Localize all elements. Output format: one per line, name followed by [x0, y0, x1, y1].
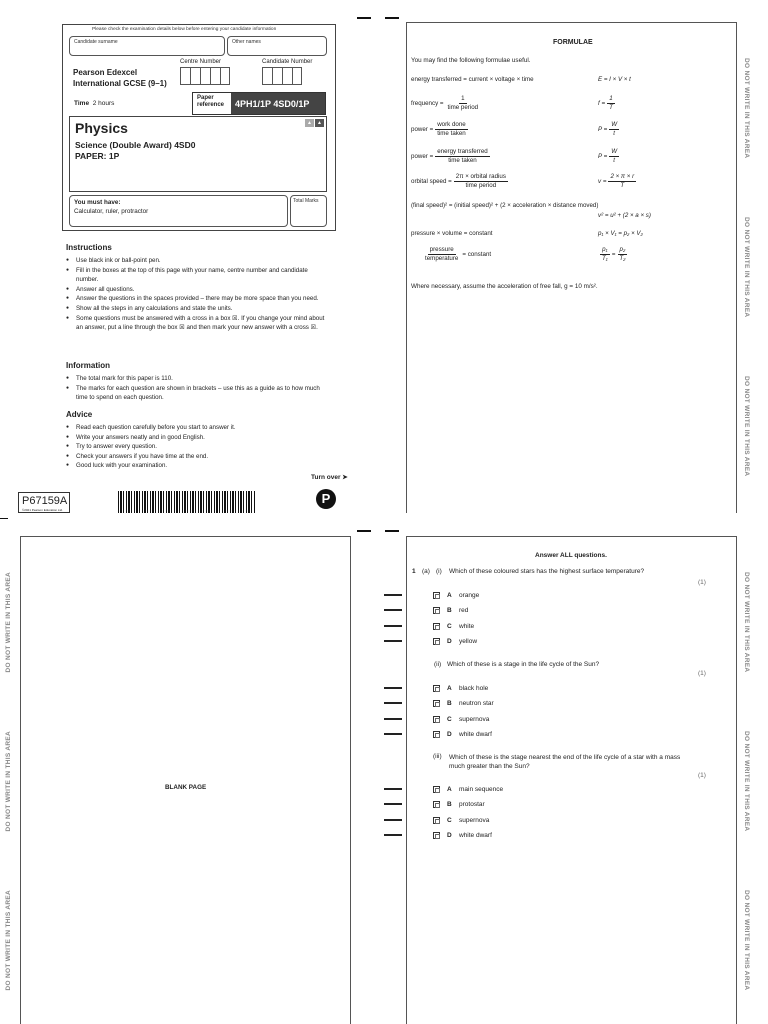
list-item: ● The total mark for this paper is 110. — [66, 374, 326, 384]
question-page — [406, 536, 737, 1024]
list-item: ● Fill in the boxes at the top of this page with your name, centre number and candidate number. — [66, 266, 326, 285]
formulae-title: FORMULAE — [553, 39, 593, 46]
option-b[interactable]: B protostar — [433, 801, 485, 808]
option-d[interactable]: D white dwarf — [433, 832, 492, 839]
gutter-warning: DO NOT WRITE IN THIS AREA — [743, 58, 750, 159]
option-b[interactable]: B red — [433, 607, 468, 614]
option-a[interactable]: A main sequence — [433, 786, 503, 793]
paper-reference-label: Paper reference — [197, 95, 225, 108]
check-details-text: Please check the examination details below before entering your candidate information — [92, 27, 277, 32]
formula-power-energy: power = $\frac{\text{energy transferred}}{\text{time taken}}$ — [411, 148, 488, 164]
paper-title: PAPER: 1P — [75, 151, 120, 161]
crop-mark — [357, 530, 371, 532]
blank-page-label: BLANK PAGE — [165, 784, 207, 791]
option-a[interactable]: A black hole — [433, 685, 488, 692]
answer-marker — [384, 687, 402, 689]
list-item: ● Read each question carefully before you start to answer it. — [66, 423, 326, 433]
answer-marker — [384, 609, 402, 611]
list-item: ● Write your answers neatly and in good English. — [66, 433, 326, 443]
checkbox[interactable] — [433, 685, 440, 692]
option-d[interactable]: D white dwarf — [433, 731, 492, 738]
answer-marker — [384, 625, 402, 627]
paper-code-box — [18, 492, 70, 513]
centre-number-boxes[interactable] — [180, 67, 230, 85]
formula-frequency: frequency = $\frac{1}{\text{time period}}$ — [411, 95, 479, 111]
marks-label: (1) — [698, 579, 706, 586]
exam-board: Pearson Edexcel — [73, 68, 138, 77]
formula-power-work: power = $\frac{\text{work done}}{\text{time taken}}$ — [411, 121, 466, 137]
gutter-warning: DO NOT WRITE IN THIS AREA — [5, 731, 12, 832]
gutter-warning: DO NOT WRITE IN THIS AREA — [743, 376, 750, 477]
pearson-logo-icon: P — [316, 489, 336, 509]
checkbox[interactable] — [433, 716, 440, 723]
formula-boyle: pressure × volume = constant — [411, 230, 493, 237]
option-c[interactable]: C supernova — [433, 716, 489, 723]
list-item: ● The marks for each question are shown in brackets – use this as a guide as to how much time to spend on each question. — [66, 384, 326, 403]
award-title: Science (Double Award) 4SD0 — [75, 140, 196, 150]
answer-marker — [384, 702, 402, 704]
answer-all-header: Answer ALL questions. — [535, 552, 607, 559]
question-part: (a) — [422, 568, 430, 575]
copyright-text: ©2021 Pearson Education Ltd. — [22, 508, 63, 512]
instructions-list — [66, 256, 326, 333]
crop-mark — [357, 17, 371, 19]
checkbox[interactable] — [433, 731, 440, 738]
checkbox[interactable] — [433, 607, 440, 614]
must-have-box — [69, 195, 288, 227]
answer-marker — [384, 594, 402, 596]
arrow-icons — [305, 119, 324, 127]
answer-marker — [384, 803, 402, 805]
formula-final-speed-symbol: v² = u² + (2 × a × s) — [598, 212, 651, 219]
formulae-intro: You may find the following formulae useful. — [411, 57, 531, 64]
subject-title: Physics — [75, 120, 128, 136]
instructions-title: Instructions — [66, 243, 112, 252]
option-d[interactable]: D yellow — [433, 638, 477, 645]
formula-energy-symbol: E = I × V × t — [598, 76, 631, 83]
triangle-up-icon: ▲ — [315, 119, 324, 127]
crop-mark — [385, 530, 399, 532]
gutter-warning: DO NOT WRITE IN THIS AREA — [5, 572, 12, 673]
question-text: Which of these coloured stars has the highest surface temperature? — [449, 568, 645, 575]
answer-marker — [384, 834, 402, 836]
answer-marker — [384, 819, 402, 821]
formula-pressure-temperature: $\frac{\text{pressure}}{\text{temperature}}$ = constant — [425, 246, 492, 262]
list-item: ● Good luck with your examination. — [66, 461, 326, 471]
list-item: ● Try to answer every question. — [66, 442, 326, 452]
gutter-warning: DO NOT WRITE IN THIS AREA — [743, 217, 750, 318]
time-row: Time 2 hours — [74, 100, 115, 107]
list-item: ● Some questions must be answered with a cross in a box ☒. If you change your mind about an answer, put a line through the box ☒ and then mark your new answer with a cross ☒. — [66, 314, 326, 333]
paper-reference-value: 4PH1/1P 4SD0/1P — [231, 93, 325, 114]
paper-reference-box — [192, 92, 326, 115]
formula-pressure-temperature-symbol: $\frac{\text{p₁}}{\text{T₁}}$ = $\frac{\text{p₂}}{\text{T₂}}$ — [602, 246, 626, 262]
paper-code: P67159A — [22, 495, 68, 507]
turn-over-label: Turn over ➤ — [311, 474, 348, 481]
crop-mark — [385, 17, 399, 19]
qualification: International GCSE (9–1) — [73, 79, 167, 88]
checkbox[interactable] — [433, 592, 440, 599]
formula-frequency-symbol: f = $\frac{1}{T}$ — [598, 95, 613, 111]
answer-marker — [384, 718, 402, 720]
option-c[interactable]: C supernova — [433, 817, 489, 824]
list-item: ● Answer all questions. — [66, 285, 326, 295]
must-have-title: You must have: — [74, 199, 121, 206]
formula-orbital-speed-symbol: v = $\frac{2 \times \pi \times r}{T}$ — [598, 173, 635, 189]
candidate-number-label: Candidate Number — [262, 59, 313, 65]
list-item: ● Answer the questions in the spaces provided – there may be more space than you need. — [66, 294, 326, 304]
candidate-number-boxes[interactable] — [262, 67, 302, 85]
checkbox[interactable] — [433, 638, 440, 645]
checkbox[interactable] — [433, 786, 440, 793]
option-b[interactable]: B neutron star — [433, 700, 494, 707]
question-text: Which of these is a stage in the life cycle of the Sun? — [447, 661, 600, 668]
subject-box — [69, 116, 327, 192]
checkbox[interactable] — [433, 832, 440, 839]
barcode — [118, 491, 255, 513]
checkbox[interactable] — [433, 801, 440, 808]
must-have-items: Calculator, ruler, protractor — [74, 208, 149, 215]
marks-label: (1) — [698, 772, 706, 779]
crop-mark — [0, 518, 8, 519]
triangle-up-icon: ▲ — [305, 119, 314, 127]
answer-marker — [384, 640, 402, 642]
answer-marker — [384, 788, 402, 790]
answer-marker — [384, 733, 402, 735]
list-item: ● Show all the steps in any calculations and state the units. — [66, 304, 326, 314]
other-names-field[interactable]: Other names — [227, 36, 327, 56]
formula-power-work-symbol: P = $\frac{W}{t}$ — [598, 121, 618, 137]
total-marks-box: Total Marks — [290, 195, 327, 227]
checkbox[interactable] — [433, 817, 440, 824]
advice-list — [66, 423, 326, 471]
question-sub-label: (i) — [436, 568, 442, 575]
list-item: ● Check your answers if you have time at the end. — [66, 452, 326, 462]
gutter-warning: DO NOT WRITE IN THIS AREA — [743, 890, 750, 991]
cover-page — [0, 0, 350, 513]
centre-number-label: Centre Number — [180, 59, 222, 65]
gutter-warning: DO NOT WRITE IN THIS AREA — [743, 572, 750, 673]
candidate-surname-field[interactable]: Candidate surname — [69, 36, 225, 56]
formulae-page — [406, 22, 737, 513]
gutter-warning: DO NOT WRITE IN THIS AREA — [5, 890, 12, 991]
checkbox[interactable] — [433, 700, 440, 707]
option-c[interactable]: C white — [433, 623, 474, 630]
information-title: Information — [66, 361, 110, 370]
formula-boyle-symbol: p₁ × V₁ = p₂ × V₂ — [598, 230, 643, 237]
formula-final-speed: (final speed)² = (initial speed)² + (2 × acceleration × distance moved) — [411, 202, 599, 209]
checkbox[interactable] — [433, 623, 440, 630]
question-number: 1 — [412, 568, 416, 575]
question-sub-label: (iii) — [433, 753, 442, 760]
advice-title: Advice — [66, 410, 93, 419]
list-item: ● Use black ink or ball-point pen. — [66, 256, 326, 266]
option-a[interactable]: A orange — [433, 592, 479, 599]
formula-power-energy-symbol: P = $\frac{W}{t}$ — [598, 148, 618, 164]
formula-orbital-speed: orbital speed = $\frac{\text{2π × orbital radius}}{\text{time period}}$ — [411, 173, 506, 189]
blank-page — [20, 536, 351, 1024]
information-list — [66, 374, 326, 403]
marks-label: (1) — [698, 670, 706, 677]
question-text: Which of these is the stage nearest the end of the life cycle of a star with a mass much greater than the Sun? — [449, 754, 681, 770]
question-sub-label: (ii) — [434, 661, 442, 668]
formula-energy: energy transferred = current × voltage × time — [411, 76, 534, 83]
gravity-note: Where necessary, assume the acceleration of free fall, g = 10 m/s². — [411, 283, 598, 290]
gutter-warning: DO NOT WRITE IN THIS AREA — [743, 731, 750, 832]
